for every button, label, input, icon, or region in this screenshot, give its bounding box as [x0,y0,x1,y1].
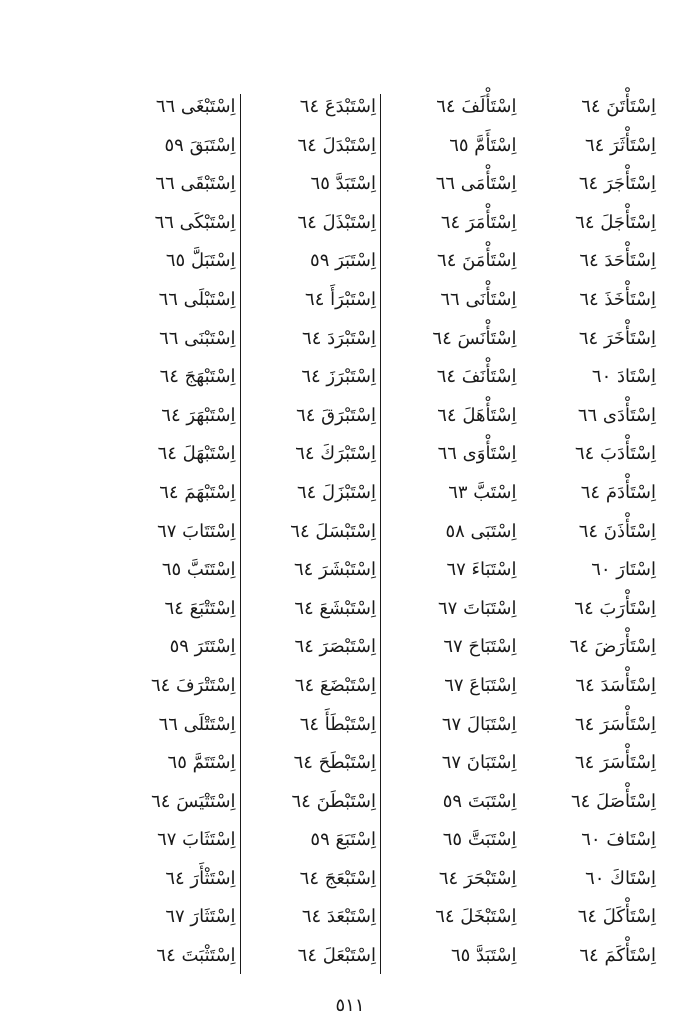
index-entry: اِسْتَبْرَأَ ٦٤ [305,288,376,310]
index-entry: اِسْتَأْحَدَ ٦٤ [579,250,656,272]
index-entry: اِسْتَبْضَعَ ٦٤ [294,674,376,696]
page-number: ٥١١ [335,995,365,1016]
index-entry: اِسْتَبْرَدَ ٦٤ [302,327,376,349]
index-entry: اِسْتَبْرَقَ ٦٤ [296,404,376,426]
index-entry: اِسْتَبَاحَ ٦٧ [443,636,517,658]
index-entry: اِسْتَبْعَجَ ٦٤ [299,867,376,889]
index-entry: اِسْتَتَرَ ٥٩ [169,636,236,658]
index-entry: اِسْتَتْيَسَ ٦٤ [151,790,236,812]
index-entry: اِسْتَبَتَّ ٦٥ [442,829,517,851]
index-entry: اِسْتَأْرَضَ ٦٤ [569,636,656,658]
index-column-1 [520,88,660,978]
index-entry: اِسْتَبَاعَ ٦٧ [444,674,517,696]
index-entry: اِسْتَارَ ٦٠ [591,559,656,581]
index-entry: اِسْتَبْدَلَ ٦٤ [297,134,376,156]
index-entry: اِسْتَتَبَّ ٦٥ [161,559,236,581]
index-entry: اِسْتَأْرَبَ ٦٤ [574,597,656,619]
index-entry: اِسْتَأْسَرَ ٦٤ [574,713,656,735]
index-entry: اِسْتَثَارَ ٦٧ [165,906,236,928]
index-entry: اِسْتَبَقَ ٥٩ [164,134,236,156]
index-entry: اِسْتَبْكَى ٦٦ [154,211,236,233]
index-entry: اِسْتَبْعَدَ ٦٤ [301,906,376,928]
index-entry: اِسْتَبْنَى ٦٦ [159,327,236,349]
index-entry: اِسْتَبَلَّ ٦٥ [165,250,236,272]
index-entry: اِسْتَبْخَلَ ٦٤ [435,906,517,928]
index-entry: اِسْتَبْهَلَ ٦٤ [157,443,236,465]
index-entry: اِسْتَأْنَفَ ٦٤ [436,366,517,388]
index-entry: اِسْتَأْنَى ٦٦ [440,288,517,310]
index-entry: اِسْتَتَمَّ ٦٥ [167,752,236,774]
index-entry: اِسْتَبْذَلَ ٦٤ [297,211,376,233]
index-entry: اِسْتَأْدَبَ ٦٤ [574,443,656,465]
index-entry: اِسْتَبْدَعَ ٦٤ [299,96,376,117]
index-entry: اِسْتَبْهَرَ ٦٤ [161,404,236,426]
index-entry: اِسْتَثْأَرَ ٦٤ [165,867,236,889]
index-entry: اِسْتَأْكَمَ ٦٤ [579,945,656,967]
index-entry: اِسْتَبَّ ٦٣ [448,481,517,503]
index-entry: اِسْتَبْهَجَ ٦٤ [159,366,236,388]
index-entry: اِسْتَبَانَ ٦٧ [441,752,517,774]
index-entry: اِسْتَأْلَفَ ٦٤ [436,96,517,117]
index-entry: اِسْتَبَاءَ ٦٧ [446,559,517,581]
index-entry: اِسْتَبْرَزَ ٦٤ [301,366,376,388]
index-entry: اِسْتَبْقَى ٦٦ [155,173,236,195]
index-entry: اِسْتَبَتَ ٥٩ [442,790,517,812]
index-entry: اِسْتَتْلَى ٦٦ [158,713,236,735]
index-entry: اِسْتَبَدَّ ٦٥ [450,945,517,967]
index-column-2 [381,88,521,978]
index-entry: اِسْتَبَعَ ٥٩ [310,829,376,851]
index-entry: اِسْتَبْشَرَ ٦٤ [293,559,376,581]
index-entry: اِسْتَأْمَنَ ٦٤ [437,250,517,272]
index-entry: اِسْتَأْمَرَ ٦٤ [440,211,517,233]
index-entry: اِسْتَافَ ٦٠ [581,829,656,851]
index-entry: اِسْتَأْمَى ٦٦ [435,173,517,195]
index-entry: اِسْتَأَمَّ ٦٥ [449,134,517,156]
index-entry: اِسْتَأْنَسَ ٦٤ [432,327,517,349]
index-entry: اِسْتَبْطَحَ ٦٤ [293,752,376,774]
index-entry: اِسْتَبْرَكَ ٦٤ [295,443,376,465]
index-entry: اِسْتَأْدَى ٦٦ [577,404,656,426]
index-entry: اِسْتَبَالَ ٦٧ [441,713,517,735]
index-entry: اِسْتَثَابَ ٦٧ [157,829,236,851]
index-entry: اِسْتَبْسَلَ ٦٤ [290,520,376,542]
index-entry: اِسْتَأْدَمَ ٦٤ [580,481,656,503]
index-entry: اِسْتَأْخَرَ ٦٤ [578,327,656,349]
index-entry: اِسْتَبَرَ ٥٩ [310,250,376,272]
index-column-3 [240,88,380,978]
index-entry: اِسْتَاكَ ٦٠ [585,867,656,889]
index-entry: اِسْتَأْخَذَ ٦٤ [579,288,656,310]
index-entry: اِسْتَأْسَرَ ٦٤ [574,752,656,774]
index-entry: اِسْتَبْغَى ٦٦ [155,96,236,117]
index-entry: اِسْتَأْذَنَ ٦٤ [578,520,656,542]
index-entry: اِسْتَبَاتَ ٦٧ [438,597,517,619]
index-entry: اِسْتَبْحَرَ ٦٤ [438,867,517,889]
index-entry: اِسْتَتْرَفَ ٦٤ [150,674,236,696]
index-entry: اِسْتَبْطَنَ ٦٤ [291,790,376,812]
index-entry: اِسْتَبْطَأَ ٦٤ [299,713,376,735]
index-entry: اِسْتَأْكَلَ ٦٤ [577,906,656,928]
index-entry: اِسْتَبْعَلَ ٦٤ [297,945,376,967]
index-entry: اِسْتَبْزَلَ ٦٤ [296,481,376,503]
index-entry: اِسْتَأْجَلَ ٦٤ [575,211,656,233]
index-entry: اِسْتَأْتَنَ ٦٤ [581,96,656,117]
index-entry: اِسْتَثْبَتَ ٦٤ [156,945,236,967]
index-entry: اِسْتَأْوَى ٦٦ [437,443,517,465]
index-column-4 [100,88,240,978]
index-entry: اِسْتَبْلَى ٦٦ [158,288,236,310]
index-entry: اِسْتَبْهَمَ ٦٤ [159,481,236,503]
index-entry: اِسْتَبَى ٥٨ [445,520,517,542]
index-entry: اِسْتَتَابَ ٦٧ [157,520,236,542]
verb-index [100,88,660,978]
index-entry: اِسْتَادَ ٦٠ [591,366,656,388]
index-entry: اِسْتَبَدَّ ٦٥ [310,173,376,195]
index-entry: اِسْتَتْبَعَ ٦٤ [164,597,236,619]
index-entry: اِسْتَأْثَرَ ٦٤ [584,134,656,156]
index-entry: اِسْتَأْسَدَ ٦٤ [575,674,656,696]
index-entry: اِسْتَأْصَلَ ٦٤ [571,790,656,812]
index-entry: اِسْتَبْصَرَ ٦٤ [294,636,376,658]
index-entry: اِسْتَبْشَعَ ٦٤ [294,597,376,619]
index-entry: اِسْتَأْجَرَ ٦٤ [578,173,656,195]
index-entry: اِسْتَأْهَلَ ٦٤ [437,404,517,426]
